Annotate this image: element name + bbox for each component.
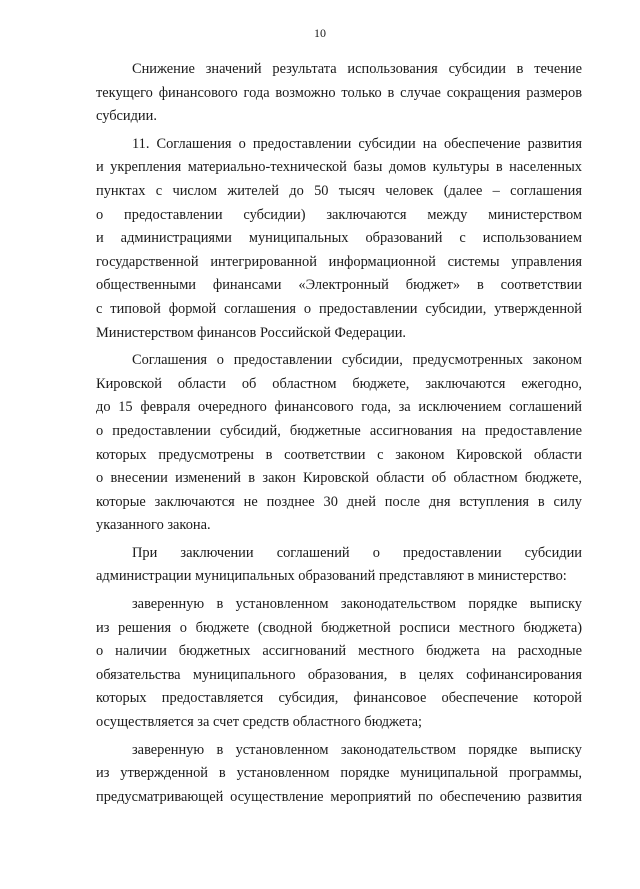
text-line: 11. Соглашения о предоставлении субсидии на обеспечение развития [132,135,582,152]
text-line: Соглашения о предоставлении субсидии, предусмотренных законом [132,352,582,369]
text-line: субсидии. [96,108,157,125]
text-line: из решения о бюджете (сводной бюджетной росписи местного бюджета) [96,619,582,636]
text-line: предусматривающей осуществление мероприятий по обеспечению развития [96,788,582,805]
text-line: о внесении изменений в закон Кировской области об областном бюджете, [96,470,582,487]
text-line: из утвержденной в установленном порядке муниципальной программы, [96,765,582,782]
page-number: 10 [314,26,326,40]
text-line: общественными финансами «Электронный бюджет» в соответствии [96,277,582,294]
text-line: о наличии бюджетных ассигнований местного бюджета на расходные [96,643,582,660]
text-line: которые заключаются не позднее 30 дней после дня вступления в силу [96,493,582,510]
text-line: которых предусмотрены в соответствии с законом Кировской области [96,446,582,463]
text-line: о предоставлении субсидий, бюджетные ассигнования на предоставление [96,422,582,439]
paragraph-program-extract [96,739,582,810]
text-line: заверенную в установленном законодательством порядке выписку [132,596,582,613]
paragraph-subsidy-reduction [96,58,582,129]
text-line: текущего финансового года возможно только в случае сокращения размеров [96,84,582,101]
text-line: пунктах с числом жителей до 50 тысяч человек (далее – соглашения [96,182,582,199]
text-line: и укрепления материально-технической базы домов культуры в населенных [96,159,582,176]
paragraph-agreements-annual [96,349,582,538]
text-line: до 15 февраля очередного финансового года, за исключением соглашений [96,399,582,416]
text-line: Министерством финансов Российской Федерации. [96,324,407,341]
paragraph-item-11 [96,133,582,345]
text-line: Снижение значений результата использования субсидии в течение [132,61,582,77]
document-body [96,58,582,809]
text-line: При заключении соглашений о предоставлении субсидии [132,544,582,561]
text-line: государственной интегрированной информационной системы управления [96,253,582,270]
text-line: Кировской области об областном бюджете, заключаются ежегодно, [96,375,582,392]
text-line: осуществляется за счет средств областного бюджета; [96,714,423,731]
text-line: которых предоставляется субсидия, финансовое обеспечение которой [96,690,582,707]
text-line: обязательства муниципального образования, в целях софинансирования [96,666,582,683]
paragraph-submission-intro [96,542,582,589]
text-line: с типовой формой соглашения о предоставлении субсидии, утвержденной [96,300,582,317]
text-line: администрации муниципальных образований представляют в министерство: [96,568,567,585]
paragraph-budget-extract [96,593,582,735]
text-line: о предоставлении субсидии) заключаются между министерством [96,206,582,223]
text-line: указанного закона. [96,517,211,534]
text-line: заверенную в установленном законодательством порядке выписку [132,741,582,758]
text-line: и администрациями муниципальных образований с использованием [96,230,582,247]
